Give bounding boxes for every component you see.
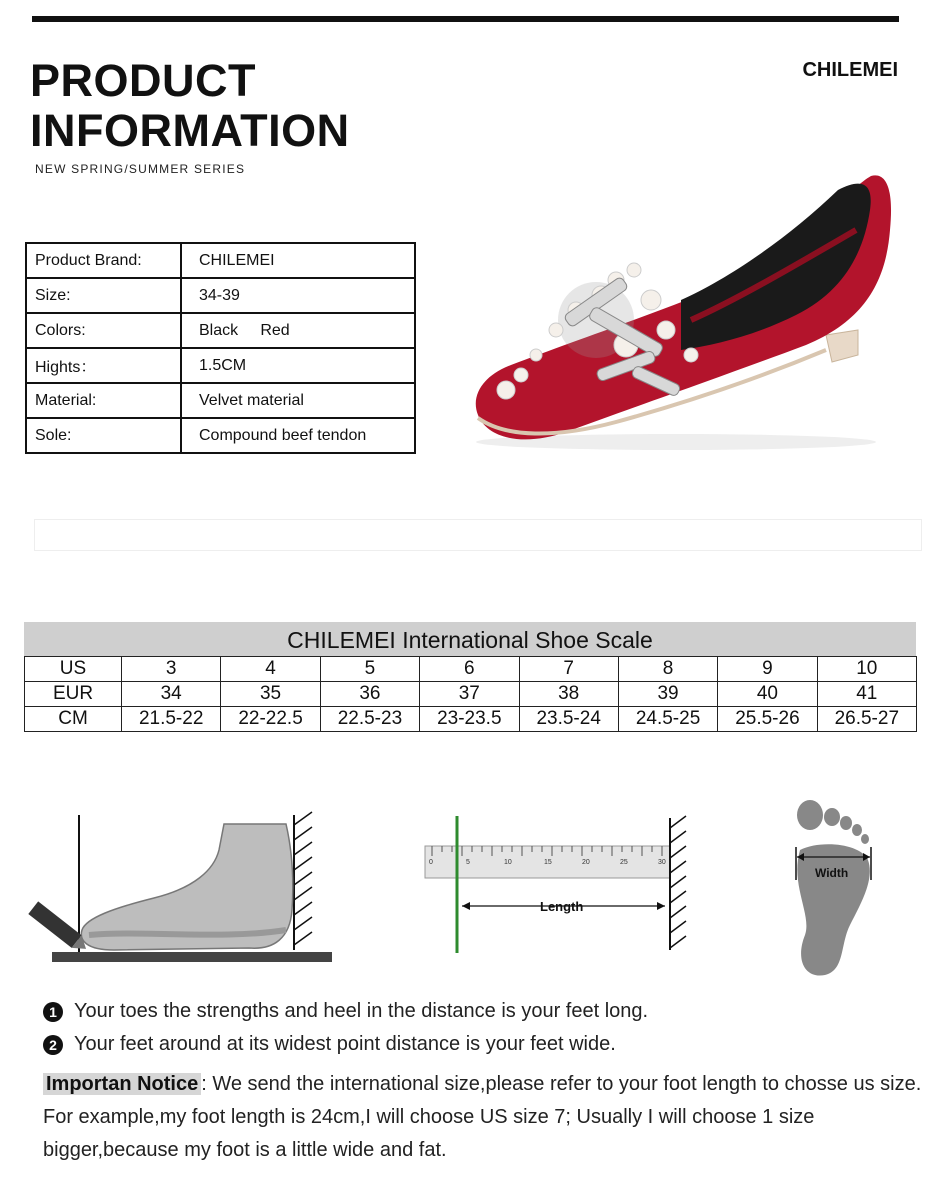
scale-cell: 23-23.5 — [420, 707, 519, 732]
notice-text: : We send the international size,please refer to your foot length to chosse us size. For example,my foot length is 24cm,I will choose US size 7; Usually I will choose 1 size bigger,because my foot is a little wide and fat. — [43, 1073, 922, 1161]
info-label: Hights： — [26, 348, 181, 383]
note-text: Your toes the strengths and heel in the distance is your feet long. — [74, 1000, 649, 1022]
info-value: Black Red — [181, 313, 415, 348]
scale-cell: 24.5-25 — [618, 707, 717, 732]
ruler-tick: 0 — [429, 859, 433, 866]
scale-cell: 6 — [420, 657, 519, 682]
ruler-length-diagram — [420, 808, 695, 978]
brand-name: CHILEMEI — [802, 59, 898, 81]
scale-cell: 4 — [221, 657, 320, 682]
info-value: Compound beef tendon — [181, 418, 415, 453]
info-row-heights — [26, 348, 415, 383]
scale-row-label: EUR — [25, 682, 122, 707]
important-notice — [43, 1068, 923, 1167]
ruler-tick: 5 — [466, 859, 470, 866]
info-row-brand — [26, 243, 415, 278]
scale-cell: 5 — [320, 657, 419, 682]
title-line-1: PRODUCT — [30, 55, 256, 106]
top-rule — [32, 16, 899, 22]
shoe-image — [466, 170, 896, 460]
ruler-tick: 10 — [504, 859, 512, 866]
page-title — [30, 56, 350, 156]
ruler-tick: 20 — [582, 859, 590, 866]
scale-cell: 34 — [122, 682, 221, 707]
note-foot-length — [43, 1000, 648, 1023]
scale-cell: 21.5-22 — [122, 707, 221, 732]
scale-cell: 26.5-27 — [817, 707, 916, 732]
scale-cell: 22.5-23 — [320, 707, 419, 732]
scale-cell: 40 — [718, 682, 817, 707]
info-label: Sole: — [26, 418, 181, 453]
scale-cell: 41 — [817, 682, 916, 707]
scale-cell: 3 — [122, 657, 221, 682]
info-label: Product Brand: — [26, 243, 181, 278]
info-label: Colors: — [26, 313, 181, 348]
ruler-tick: 15 — [544, 859, 552, 866]
scale-row-label: CM — [25, 707, 122, 732]
foot-width-diagram — [780, 795, 890, 985]
length-label: Length — [540, 899, 584, 914]
scale-cell: 10 — [817, 657, 916, 682]
scale-row-label: US — [25, 657, 122, 682]
info-row-size — [26, 278, 415, 313]
info-row-material — [26, 383, 415, 418]
width-label: Width — [815, 866, 849, 880]
scale-cell: 22-22.5 — [221, 707, 320, 732]
scale-cell: 25.5-26 — [718, 707, 817, 732]
info-label: Material: — [26, 383, 181, 418]
scale-cell: 39 — [618, 682, 717, 707]
bullet-number: 1 — [43, 1002, 63, 1022]
info-row-colors — [26, 313, 415, 348]
scale-cell: 38 — [519, 682, 618, 707]
scale-cell: 23.5-24 — [519, 707, 618, 732]
scale-cell: 37 — [420, 682, 519, 707]
info-label: Size: — [26, 278, 181, 313]
spacer-box — [34, 519, 922, 551]
title-line-2: INFORMATION — [30, 105, 350, 156]
product-info-table — [25, 242, 416, 454]
notice-label: Importan Notice — [43, 1073, 201, 1095]
scale-cell: 9 — [718, 657, 817, 682]
size-scale-table — [24, 656, 917, 732]
scale-cell: 8 — [618, 657, 717, 682]
scale-cell: 35 — [221, 682, 320, 707]
scale-row-eur — [25, 682, 917, 707]
ruler-tick: 30 — [658, 859, 666, 866]
scale-cell: 36 — [320, 682, 419, 707]
info-value: 1.5CM — [181, 348, 415, 383]
bullet-number: 2 — [43, 1035, 63, 1055]
subtitle: NEW SPRING/SUMMER SERIES — [35, 162, 246, 176]
foot-side-diagram — [24, 790, 344, 970]
scale-row-cm — [25, 707, 917, 732]
note-text: Your feet around at its widest point distance is your feet wide. — [74, 1033, 616, 1055]
info-value: CHILEMEI — [181, 243, 415, 278]
info-value: 34-39 — [181, 278, 415, 313]
info-value: Velvet material — [181, 383, 415, 418]
scale-cell: 7 — [519, 657, 618, 682]
scale-row-us — [25, 657, 917, 682]
ruler-tick: 25 — [620, 859, 628, 866]
info-row-sole — [26, 418, 415, 453]
note-foot-width — [43, 1033, 616, 1056]
size-scale-title: CHILEMEI International Shoe Scale — [24, 622, 916, 656]
